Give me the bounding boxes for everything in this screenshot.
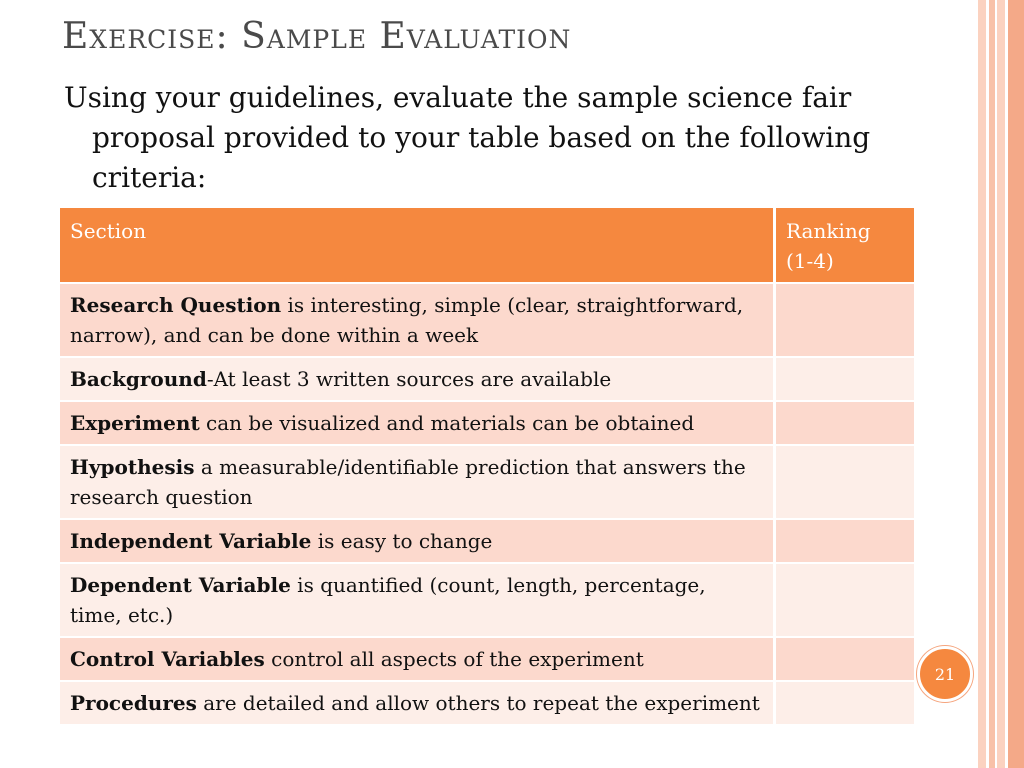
slide-body-text: Using your guidelines, evaluate the sample science fair proposal provided to your table based on the following criteria: <box>64 81 871 194</box>
criterion-cell <box>60 402 776 446</box>
header-ranking: Ranking (1-4) <box>776 208 914 284</box>
criterion-term: Research Question <box>70 293 282 317</box>
criterion-desc: a measurable/identifiable prediction that answers the research question <box>70 455 746 509</box>
decorative-stripe <box>1008 0 1024 768</box>
table-row <box>60 284 914 358</box>
table-row <box>60 564 914 638</box>
ranking-cell[interactable] <box>776 284 914 358</box>
criterion-term: Dependent Variable <box>70 573 291 597</box>
decorative-stripe <box>989 0 995 768</box>
ranking-cell[interactable] <box>776 682 914 726</box>
criterion-term: Experiment <box>70 411 200 435</box>
criterion-desc: is quantified (count, length, percentage, time, etc.) <box>70 573 706 627</box>
criteria-table <box>60 208 914 726</box>
criterion-cell <box>60 682 776 726</box>
criterion-desc: can be visualized and materials can be obtained <box>199 411 695 435</box>
criterion-cell <box>60 446 776 520</box>
ranking-cell[interactable] <box>776 520 914 564</box>
table-row <box>60 638 914 682</box>
table-row <box>60 682 914 726</box>
decorative-stripe <box>978 0 986 768</box>
ranking-cell[interactable] <box>776 358 914 402</box>
table-header-row <box>60 208 914 284</box>
criterion-term: Independent Variable <box>70 529 312 553</box>
criterion-term: Procedures <box>70 691 197 715</box>
ranking-cell[interactable] <box>776 446 914 520</box>
decorative-stripe <box>997 0 1005 768</box>
criterion-term: Hypothesis <box>70 455 195 479</box>
ranking-cell[interactable] <box>776 638 914 682</box>
table-row <box>60 402 914 446</box>
criterion-term: Background <box>70 367 207 391</box>
criterion-cell <box>60 564 776 638</box>
criterion-desc: is interesting, simple (clear, straightforward, narrow), and can be done within a week <box>70 293 744 347</box>
table-row <box>60 358 914 402</box>
page-number-badge: 21 <box>917 646 973 702</box>
ranking-cell[interactable] <box>776 564 914 638</box>
ranking-cell[interactable] <box>776 402 914 446</box>
header-section: Section <box>60 208 776 284</box>
criterion-desc: control all aspects of the experiment <box>264 647 644 671</box>
criterion-cell <box>60 358 776 402</box>
criterion-cell <box>60 284 776 358</box>
criterion-desc: -At least 3 written sources are available <box>206 367 612 391</box>
table-row <box>60 520 914 564</box>
criterion-term: Control Variables <box>70 647 265 671</box>
table-row <box>60 446 914 520</box>
slide-title: Exercise: Sample Evaluation <box>62 16 572 57</box>
criterion-cell <box>60 638 776 682</box>
criterion-cell <box>60 520 776 564</box>
criterion-desc: are detailed and allow others to repeat the experiment <box>196 691 760 715</box>
criterion-desc: is easy to change <box>311 529 493 553</box>
